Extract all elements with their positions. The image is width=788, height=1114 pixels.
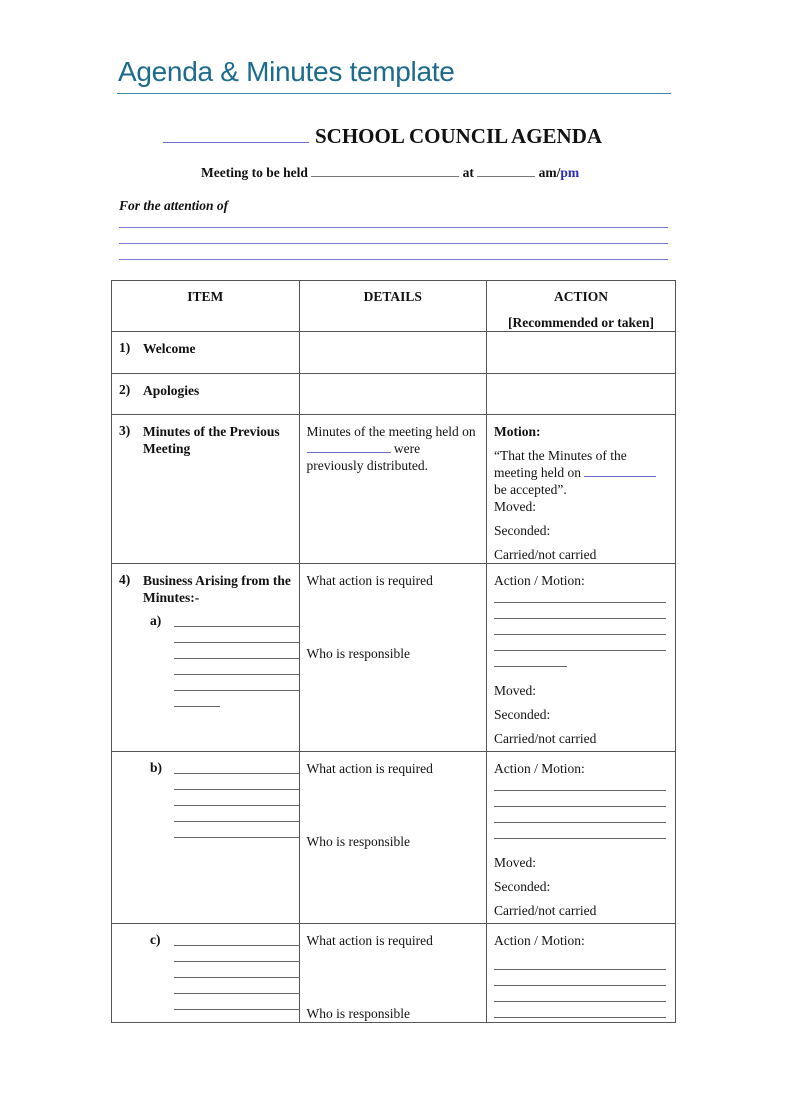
details-cell[interactable] (299, 374, 487, 415)
title-underline (117, 93, 671, 94)
sub-item-lines[interactable] (174, 945, 300, 1025)
action-motion-label: Action / Motion: (494, 573, 585, 588)
header-action (487, 281, 676, 332)
carried-label: Carried/not carried (494, 903, 597, 918)
header-item: ITEM (112, 281, 300, 332)
item-cell (112, 752, 300, 924)
details-cell (299, 752, 487, 924)
document-title: Agenda & Minutes template (118, 56, 455, 87)
item-label: Business Arising from the Minutes:- (143, 573, 291, 605)
moved-label: Moved: (494, 855, 537, 870)
attention-line-3[interactable] (119, 259, 668, 260)
motion-quote: “That the Minutes of the meeting held on (494, 448, 627, 480)
action-cell (487, 415, 676, 564)
moved-label: Moved: (494, 683, 537, 698)
details-cell (299, 564, 487, 752)
meeting-line (201, 165, 579, 181)
item-cell (112, 564, 300, 752)
action-cell (487, 924, 676, 1023)
motion-title: Motion: (494, 424, 541, 439)
sub-item-lines[interactable] (174, 626, 300, 722)
seconded-label: Seconded: (494, 879, 551, 894)
meeting-am: am/ (538, 165, 561, 180)
table-row (112, 332, 676, 374)
heading-text: SCHOOL COUNCIL AGENDA (315, 124, 603, 148)
item-cell (112, 332, 300, 374)
who-responsible-label: Who is responsible (306, 834, 410, 849)
meeting-pm: pm (560, 165, 580, 180)
table-row (112, 374, 676, 415)
table-row (112, 752, 676, 924)
action-cell[interactable] (487, 332, 676, 374)
item-number: 1) (119, 340, 131, 355)
what-action-label: What action is required (306, 933, 433, 948)
header-details: DETAILS (299, 281, 487, 332)
action-motion-label: Action / Motion: (494, 933, 585, 948)
attention-line-1[interactable] (119, 227, 668, 228)
attention-label: For the attention of (119, 198, 229, 213)
table-header-row (112, 281, 676, 332)
item-number: 2) (119, 382, 131, 397)
item-cell (112, 415, 300, 564)
sub-item-letter: c) (150, 932, 161, 947)
details-cell[interactable] (299, 332, 487, 374)
sub-item-lines[interactable] (174, 773, 300, 853)
motion-quote-end: be accepted”. (494, 482, 567, 497)
moved-label: Moved: (494, 499, 537, 514)
action-lines[interactable] (494, 969, 668, 1018)
details-text: Minutes of the meeting held on (306, 424, 476, 439)
agenda-heading (163, 124, 602, 149)
seconded-label: Seconded: (494, 523, 551, 538)
action-cell (487, 564, 676, 752)
who-responsible-label: Who is responsible (306, 646, 410, 661)
carried-label: Carried/not carried (494, 547, 597, 562)
action-motion-label: Action / Motion: (494, 761, 585, 776)
sub-item-letter: b) (150, 760, 163, 775)
action-cell[interactable] (487, 374, 676, 415)
agenda-table (111, 280, 676, 1023)
table-row (112, 924, 676, 1023)
table-row (112, 564, 676, 752)
details-cell (299, 415, 487, 564)
carried-label: Carried/not carried (494, 731, 597, 746)
meeting-prefix: Meeting to be held (201, 165, 308, 180)
previous-meeting-date-blank[interactable] (307, 452, 391, 453)
action-lines[interactable] (494, 602, 668, 667)
who-responsible-label: Who is responsible (306, 1006, 410, 1021)
school-name-blank[interactable] (163, 142, 309, 143)
what-action-label: What action is required (306, 573, 433, 588)
item-label: Welcome (143, 341, 196, 356)
header-action-label: ACTION (554, 289, 609, 304)
action-cell (487, 752, 676, 924)
item-cell (112, 924, 300, 1023)
what-action-label: What action is required (306, 761, 433, 776)
table-row (112, 415, 676, 564)
item-label: Apologies (143, 383, 200, 398)
action-lines[interactable] (494, 790, 668, 839)
header-action-sub: [Recommended or taken] (508, 315, 654, 330)
meeting-time-blank[interactable] (477, 166, 535, 177)
details-cell (299, 924, 487, 1023)
seconded-label: Seconded: (494, 707, 551, 722)
motion-date-blank[interactable] (584, 476, 656, 477)
meeting-date-blank[interactable] (311, 166, 459, 177)
details-text-end: were previously distributed. (306, 441, 428, 473)
item-cell (112, 374, 300, 415)
attention-line-2[interactable] (119, 243, 668, 244)
item-number: 3) (119, 423, 131, 438)
meeting-at: at (462, 165, 474, 180)
item-label: Minutes of the Previous Meeting (143, 424, 280, 456)
sub-item-letter: a) (150, 613, 162, 628)
item-number: 4) (119, 572, 131, 587)
